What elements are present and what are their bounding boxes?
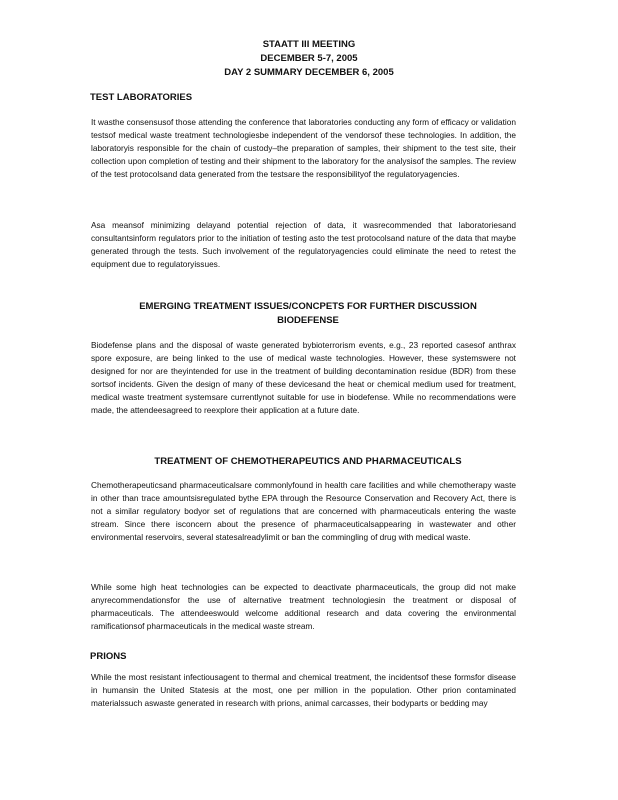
day-summary-title: DAY 2 SUMMARY DECEMBER 6, 2005 [224, 67, 394, 78]
paragraph-test-labs-1: It wasthe consensusof those attending the conference that laboratories conducting any form of efficacy or validation testsof medical waste treatment technologiesbe independent of the vendorsof these technologies. In addition, the laboratoryis responsible for the chain of custody–the preparation of samples, their shipment to the test site, their collection upon completion of testing and their shipment to the laboratory for the analysisof the samples. The review of the test protocolsand data generated from the testsare the responsibilityof the regulatoryagencies. [91, 117, 516, 179]
heading-emerging-issues [88, 300, 528, 328]
paragraph-chemo-2: While some high heat technologies can be expected to deactivate pharmaceuticals, the group did not make anyrecommendationsfor the use of alternative treatment technologiesin the treatment or disposal of pharmaceuticals. The attendeeswould welcome additional research and data covering the environmental ramificationsof pharmaceuticals in the medical waste stream. [91, 582, 516, 631]
paragraph-test-labs-2: Asa meansof minimizing delayand potential rejection of data, it wasrecommended that laboratoriesand consultantsinform regulators prior to the initiation of testing asto the test protocolsand nature of the data that maybe generated through the tests. Such involvement of the regulatoryagencies could eliminate the need to retest the equipment due to regulatoryissues. [91, 220, 516, 269]
meeting-dates: DECEMBER 5-7, 2005 [260, 53, 358, 64]
paragraph-chemo-1: Chemotherapeuticsand pharmaceuticalsare commonlyfound in health care facilities and while chemotherapy waste in other than trace amountsisregulated bythe EPA through the Resource Conservation and Recovery Act, there is not a similar regulatory bodyor set of regulations that are concerned with pharmaceuticals entering the waste stream. Since there isconcern about the presence of pharmaceuticalsappearing in wastewater and other environmental reservoirs, several statesalreadylimit or ban the commingling of drug with medical waste. [91, 480, 516, 542]
heading-chemotherapeutics: TREATMENT OF CHEMOTHERAPEUTICS AND PHARMACEUTICALS [154, 456, 462, 467]
heading-emerging-line1: EMERGING TREATMENT ISSUES/CONCPETS FOR FURTHER DISCUSSION [139, 301, 477, 312]
document-header [0, 38, 618, 80]
heading-prions: PRIONS [90, 651, 127, 662]
meeting-title: STAATT III MEETING [262, 39, 356, 50]
paragraph-prions: While the most resistant infectiousagent to thermal and chemical treatment, the incidentsof these formsfor disease in humansin the United Statesis at the most, one per million in the population. Other prion contaminated materialssuch aswaste generated in research with prions, animal carcasses, their bodyparts or bedding may [91, 672, 516, 708]
paragraph-biodefense: Biodefense plans and the disposal of waste generated bybioterrorism events, e.g., 23 reported casesof anthrax spore exposure, are being linked to the use of medical waste technologies. However, these systemswere not designed for nor are theyintended for use in the treatment of building decontamination residue (BDR) from these sortsof incidents. Given the design of many of these devicesand the heat or chemical medium used for treatment, medical waste treatment systemsare currentlynot suitable for use in biodefense. While no recommendations were made, the attendeesagreed to reexplore their application at a future date. [91, 340, 516, 415]
heading-test-laboratories: TEST LABORATORIES [90, 92, 193, 103]
heading-biodefense: BIODEFENSE [277, 315, 339, 326]
